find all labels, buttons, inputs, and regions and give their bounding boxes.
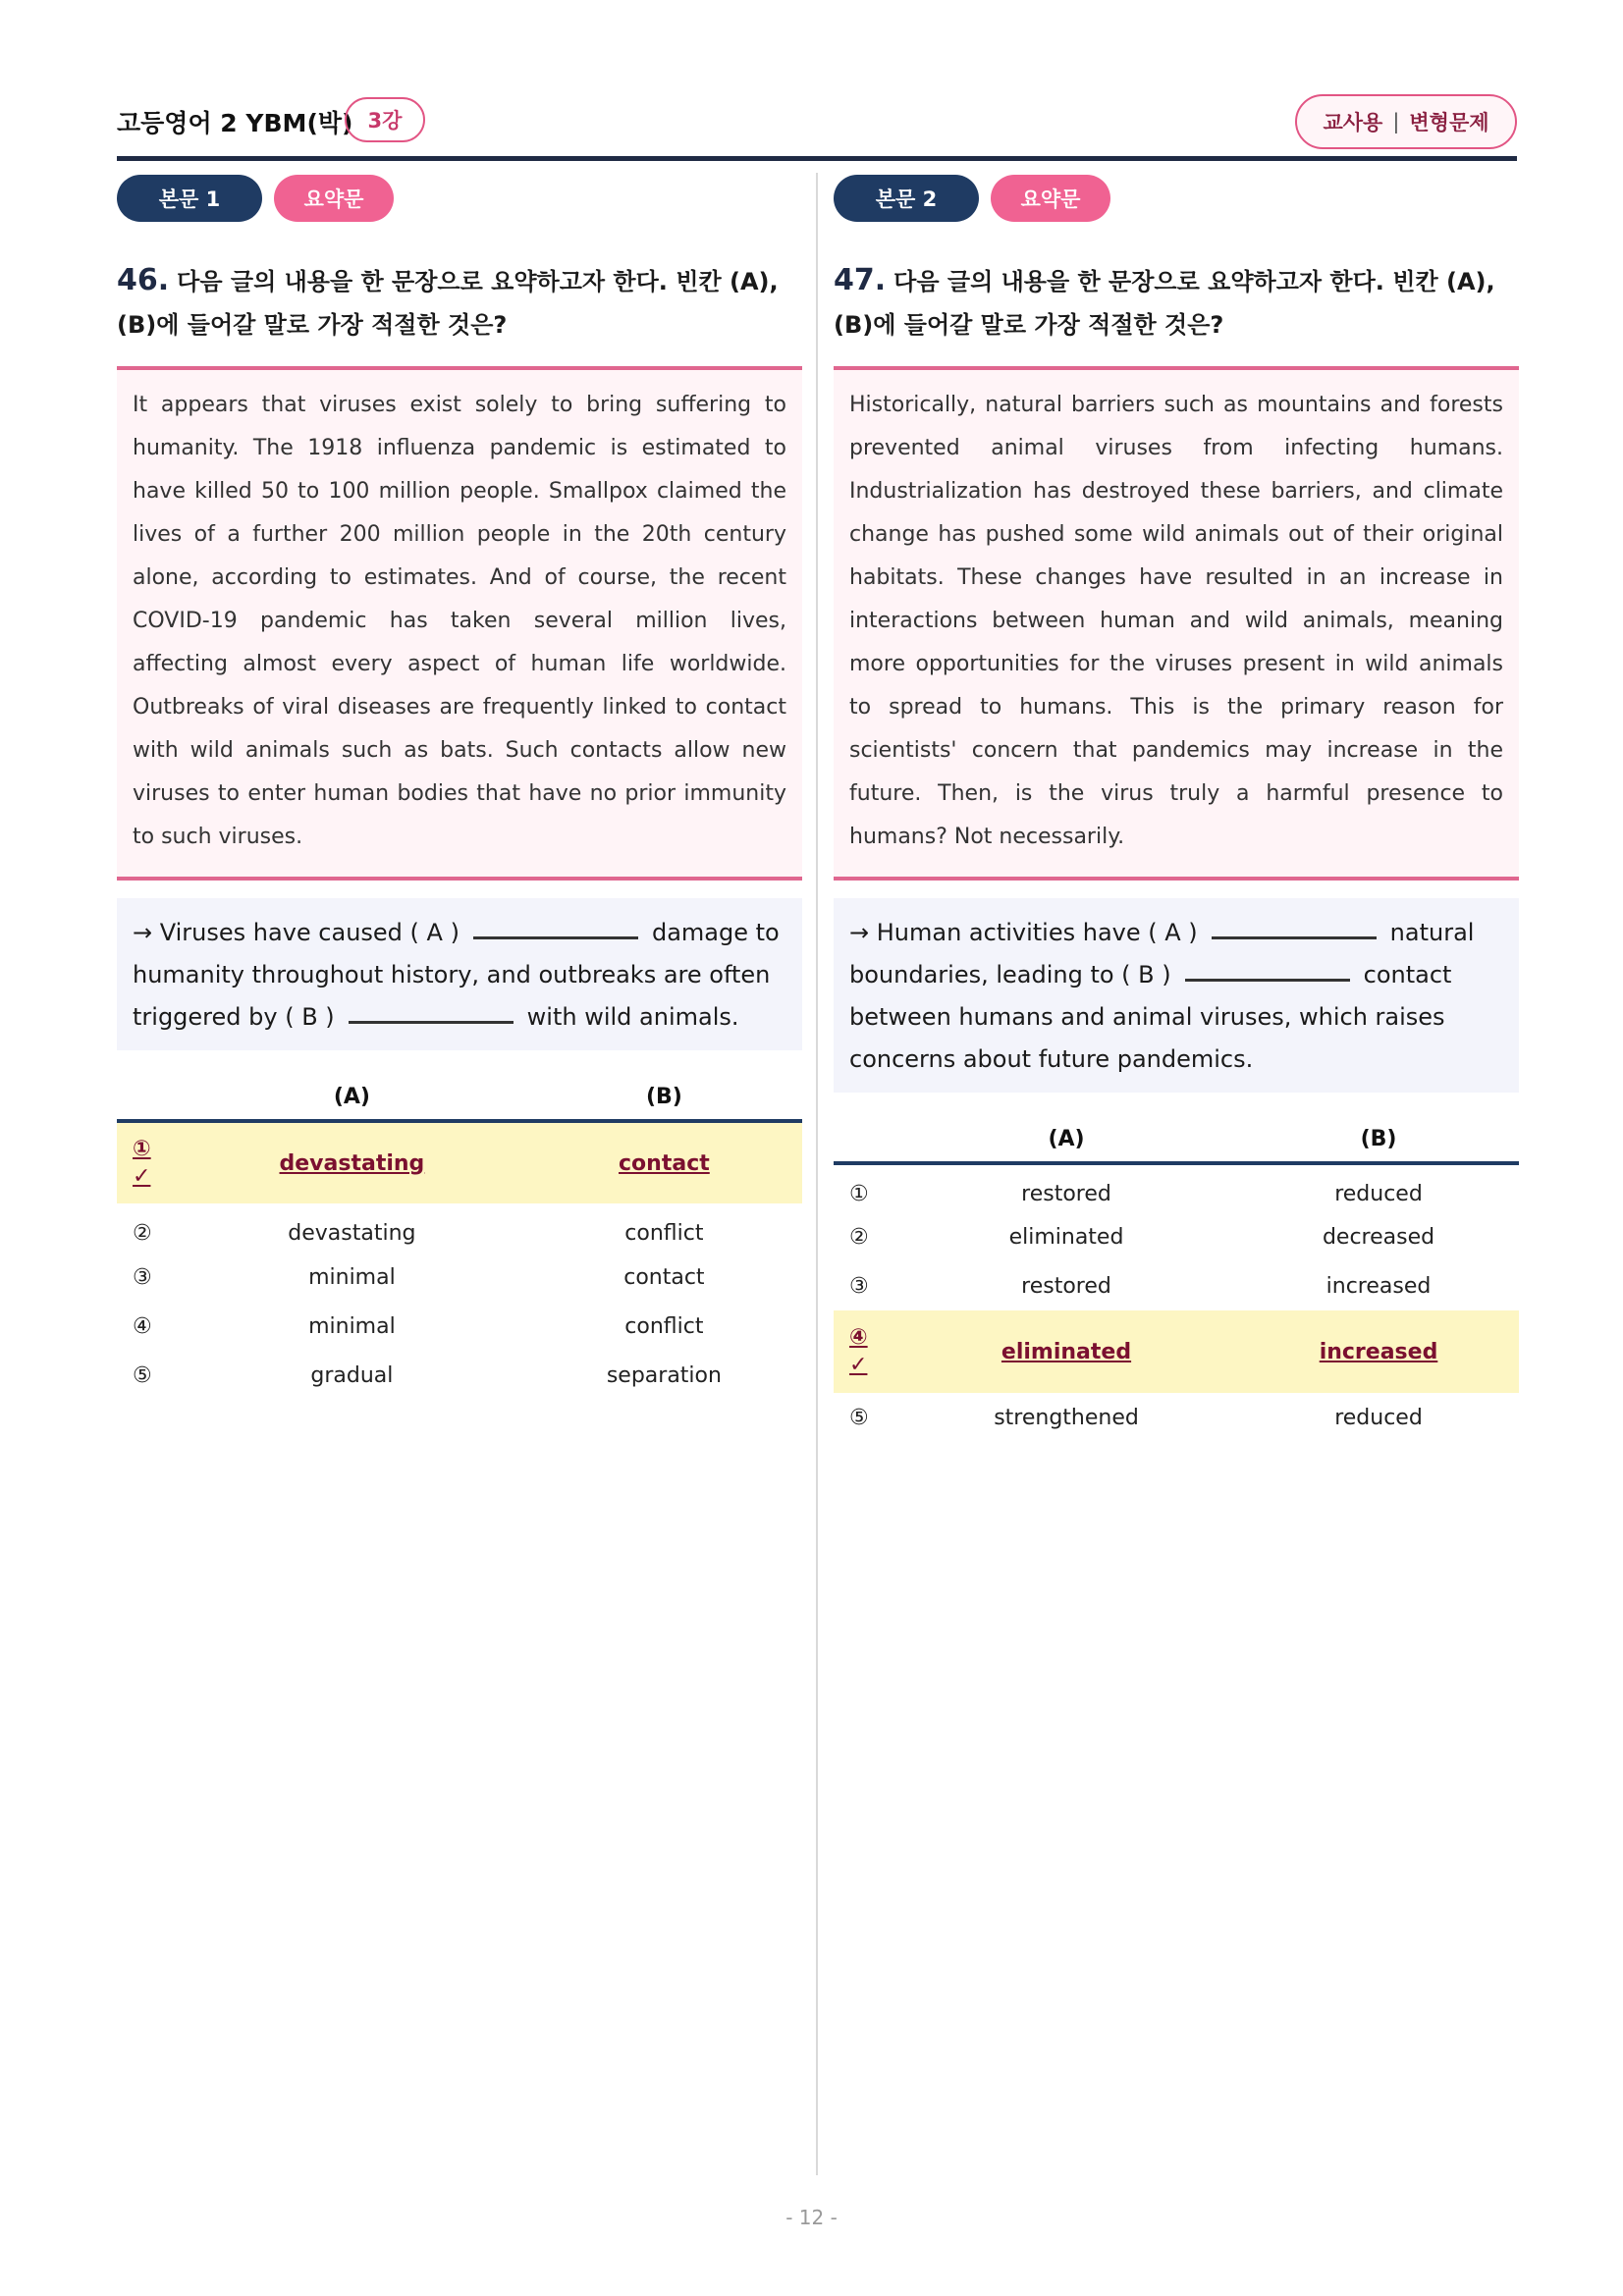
choice-row-correct[interactable] xyxy=(834,1310,1519,1393)
choice-number-label: ① xyxy=(133,1137,151,1161)
question-text: 다음 글의 내용을 한 문장으로 요약하고자 한다. 빈칸 (A), (B)에 들어갈 말로 가장 적절한 것은? xyxy=(834,268,1495,339)
choice-a: devastating xyxy=(178,1121,526,1203)
passage-box xyxy=(834,366,1519,881)
question-tags xyxy=(834,175,1519,222)
choice-b: decreased xyxy=(1322,1224,1435,1250)
choice-b: reduced xyxy=(1334,1181,1423,1206)
column-divider xyxy=(816,173,818,2175)
column-b-header: (B) xyxy=(1238,1116,1519,1163)
summary-part-2: natural boundaries, leading to ( B ) xyxy=(849,919,1475,988)
blank-a xyxy=(473,936,638,939)
choice-row[interactable] xyxy=(834,1212,1519,1261)
summary-box xyxy=(834,898,1519,1093)
choice-row-correct[interactable] xyxy=(117,1121,802,1203)
question-column-2 xyxy=(834,175,1519,1442)
choice-a: restored xyxy=(1021,1181,1111,1206)
choice-number: ⑤ xyxy=(133,1362,152,1388)
choice-number: ④ xyxy=(133,1313,152,1339)
choice-number: ⑤ xyxy=(849,1405,869,1430)
source-pill: 본문 2 xyxy=(834,175,979,222)
choices-header-row xyxy=(117,1074,802,1121)
choice-b: increased xyxy=(1325,1273,1432,1299)
summary-part-2: damage to humanity throughout history, and outbreaks are often triggered by ( B ) xyxy=(133,919,780,1031)
audience-label: 교사용 xyxy=(1323,111,1383,134)
choice-a: strengthened xyxy=(994,1405,1139,1430)
category-pill: 요약문 xyxy=(991,175,1110,222)
category-pill: 요약문 xyxy=(274,175,394,222)
summary-part-3: contact between humans and animal viruses, which raises concerns about future pandemics. xyxy=(849,961,1452,1073)
choice-number xyxy=(834,1310,894,1393)
question-prompt xyxy=(834,259,1519,347)
choice-a: minimal xyxy=(308,1313,396,1339)
document-type-badge xyxy=(1295,94,1517,149)
summary-part-3: with wild animals. xyxy=(526,1003,739,1031)
question-tags xyxy=(117,175,802,222)
choice-row[interactable] xyxy=(117,1203,802,1253)
blank-b xyxy=(349,1021,514,1024)
passage-text: It appears that viruses exist solely to bring suffering to humanity. The 1918 influenza pandemic is estimated to have killed 50 to 100 million people. Smallpox claimed the lives of a further 200 million people in the 20th century alone, according to estimates. And of course, the recent COVID-19 pandemic has taken several million lives, affecting almost every aspect of human life worldwide. Outbreaks of viral diseases are frequently linked to contact with wild animals such as bats. Such contacts allow new viruses to enter human bodies that have no prior immunity to such viruses. xyxy=(133,393,786,849)
choice-b: increased xyxy=(1238,1310,1519,1393)
check-mark-icon: ✓ xyxy=(133,1164,151,1189)
choice-number: ③ xyxy=(849,1273,869,1299)
type-label: 변형문제 xyxy=(1409,111,1489,134)
column-a-header: (A) xyxy=(894,1116,1238,1163)
choice-number: ① xyxy=(849,1181,869,1206)
question-prompt xyxy=(117,259,802,347)
choice-number-label: ④ xyxy=(849,1325,868,1350)
summary-part-1: → Viruses have caused ( A ) xyxy=(133,919,460,946)
choice-row[interactable] xyxy=(834,1393,1519,1442)
choice-a: gradual xyxy=(310,1362,394,1388)
page-number: - 12 - xyxy=(785,2206,838,2229)
check-mark-icon: ✓ xyxy=(849,1353,868,1377)
choice-number: ② xyxy=(133,1220,152,1246)
choice-b: conflict xyxy=(624,1313,704,1339)
blank-a xyxy=(1212,936,1377,939)
passage-box xyxy=(117,366,802,881)
choice-row[interactable] xyxy=(834,1261,1519,1310)
choice-b: contact xyxy=(623,1264,705,1290)
choice-b: reduced xyxy=(1334,1405,1423,1430)
question-column-1 xyxy=(117,175,802,1400)
column-b-header: (B) xyxy=(526,1074,802,1121)
choice-a: eliminated xyxy=(894,1310,1238,1393)
choice-a: eliminated xyxy=(1008,1224,1124,1250)
question-number: 46. xyxy=(117,263,170,297)
choices-table xyxy=(834,1116,1519,1442)
choice-row[interactable] xyxy=(834,1163,1519,1212)
choice-b: conflict xyxy=(624,1220,704,1246)
page-header xyxy=(117,94,1517,161)
column-a-header: (A) xyxy=(178,1074,526,1121)
choices-table xyxy=(117,1074,802,1400)
question-number: 47. xyxy=(834,263,887,297)
choice-number-header xyxy=(834,1116,894,1163)
passage-text: Historically, natural barriers such as mountains and forests prevented animal viruses from infecting humans. Industrialization has destroyed these barriers, and climate change has pushed some wild animals out of their original habitats. These changes have resulted in an increase in interactions between human and wild animals, meaning more opportunities for the viruses present in wild animals to spread to humans. This is the primary reason for scientists' concern that pandemics may increase in the future. Then, is the virus truly a harmful presence to humans? Not necessarily. xyxy=(849,393,1503,849)
choice-b: separation xyxy=(606,1362,722,1388)
choices-header-row xyxy=(834,1116,1519,1163)
choice-number: ③ xyxy=(133,1264,152,1290)
choice-b: contact xyxy=(526,1121,802,1203)
summary-part-1: → Human activities have ( A ) xyxy=(849,919,1198,946)
choice-row[interactable] xyxy=(117,1302,802,1351)
blank-b xyxy=(1185,979,1350,982)
choice-row[interactable] xyxy=(117,1351,802,1400)
choice-a: devastating xyxy=(288,1220,416,1246)
badge-separator: | xyxy=(1392,110,1400,133)
choice-number: ② xyxy=(849,1224,869,1250)
choice-number-header xyxy=(117,1074,178,1121)
summary-box xyxy=(117,898,802,1050)
document-title: 고등영어 2 YBM(박) xyxy=(117,109,353,137)
source-pill: 본문 1 xyxy=(117,175,262,222)
choice-a: minimal xyxy=(308,1264,396,1290)
choice-number xyxy=(117,1121,178,1203)
lesson-badge: 3강 xyxy=(345,97,425,142)
question-text: 다음 글의 내용을 한 문장으로 요약하고자 한다. 빈칸 (A), (B)에 들어갈 말로 가장 적절한 것은? xyxy=(117,268,779,339)
choice-a: restored xyxy=(1021,1273,1111,1299)
choice-row[interactable] xyxy=(117,1253,802,1302)
